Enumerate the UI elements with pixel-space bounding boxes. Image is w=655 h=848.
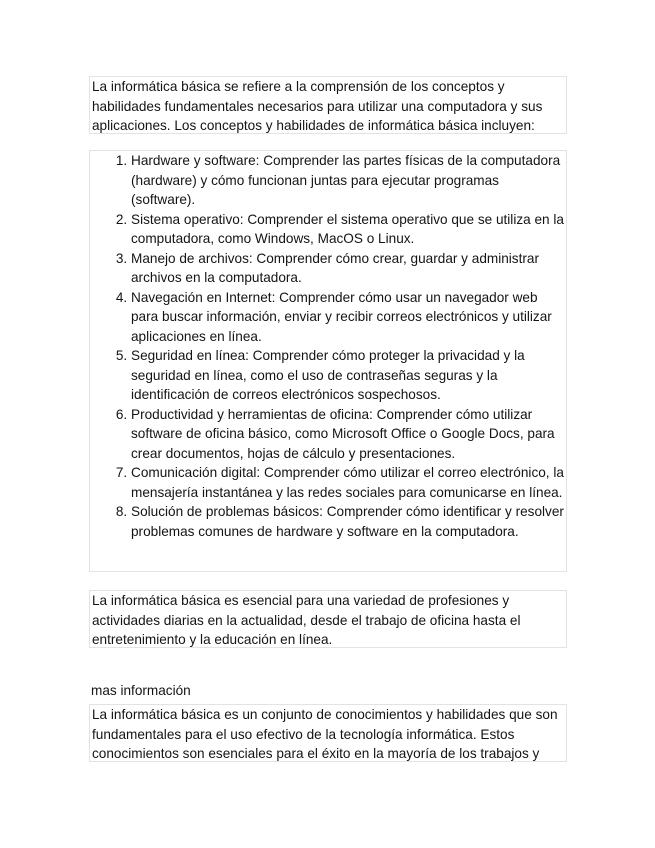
more-info-paragraph-block: [89, 704, 567, 762]
concepts-list-block: [89, 150, 567, 572]
conclusion-paragraph: La informática básica es esencial para una variedad de profesiones y actividades diarias en la actualidad, desde el trabajo de oficina hasta el entretenimiento y la educación en línea.: [92, 593, 521, 647]
intro-paragraph: La informática básica se refiere a la comprensión de los conceptos y habilidades fundamentales necesarios para utilizar una computadora y sus aplicaciones. Los conceptos y habilidades de informática básica incluyen:: [92, 79, 543, 133]
list-item: 1. Hardware y software: Comprender las partes físicas de la computadora (hardware) y cómo funcionan juntas para ejecutar programas (software).: [131, 151, 564, 210]
list-item: 3. Manejo de archivos: Comprender cómo crear, guardar y administrar archivos en la computadora.: [131, 249, 564, 288]
intro-paragraph-block: [89, 76, 567, 134]
more-info-paragraph: La informática básica es un conjunto de conocimientos y habilidades que son fundamentales para el uso efectivo de la tecnología informática. Estos conocimientos son esenciales para el éxito en la mayoría de los trabajos y: [92, 707, 558, 761]
list-item: 4. Navegación en Internet: Comprender cómo usar un navegador web para buscar información, enviar y recibir correos electrónicos y utilizar aplicaciones en línea.: [131, 288, 564, 347]
concepts-list: [92, 151, 564, 541]
list-item: 6. Productividad y herramientas de oficina: Comprender cómo utilizar software de oficina básico, como Microsoft Office o Google Docs, para crear documentos, hojas de cálculo y presentaciones.: [131, 405, 564, 464]
list-item: 2. Sistema operativo: Comprender el sistema operativo que se utiliza en la computadora, como Windows, MacOS o Linux.: [131, 210, 564, 249]
list-item: 5. Seguridad en línea: Comprender cómo proteger la privacidad y la seguridad en línea, como el uso de contraseñas seguras y la identificación de correos electrónicos sospechosos.: [131, 346, 564, 405]
list-item: 7. Comunicación digital: Comprender cómo utilizar el correo electrónico, la mensajería instantánea y las redes sociales para comunicarse en línea.: [131, 463, 564, 502]
conclusion-paragraph-block: [89, 590, 567, 648]
list-item: 8. Solución de problemas básicos: Comprender cómo identificar y resolver problemas comunes de hardware y software en la computadora.: [131, 502, 564, 541]
more-info-heading: mas información: [91, 683, 191, 698]
